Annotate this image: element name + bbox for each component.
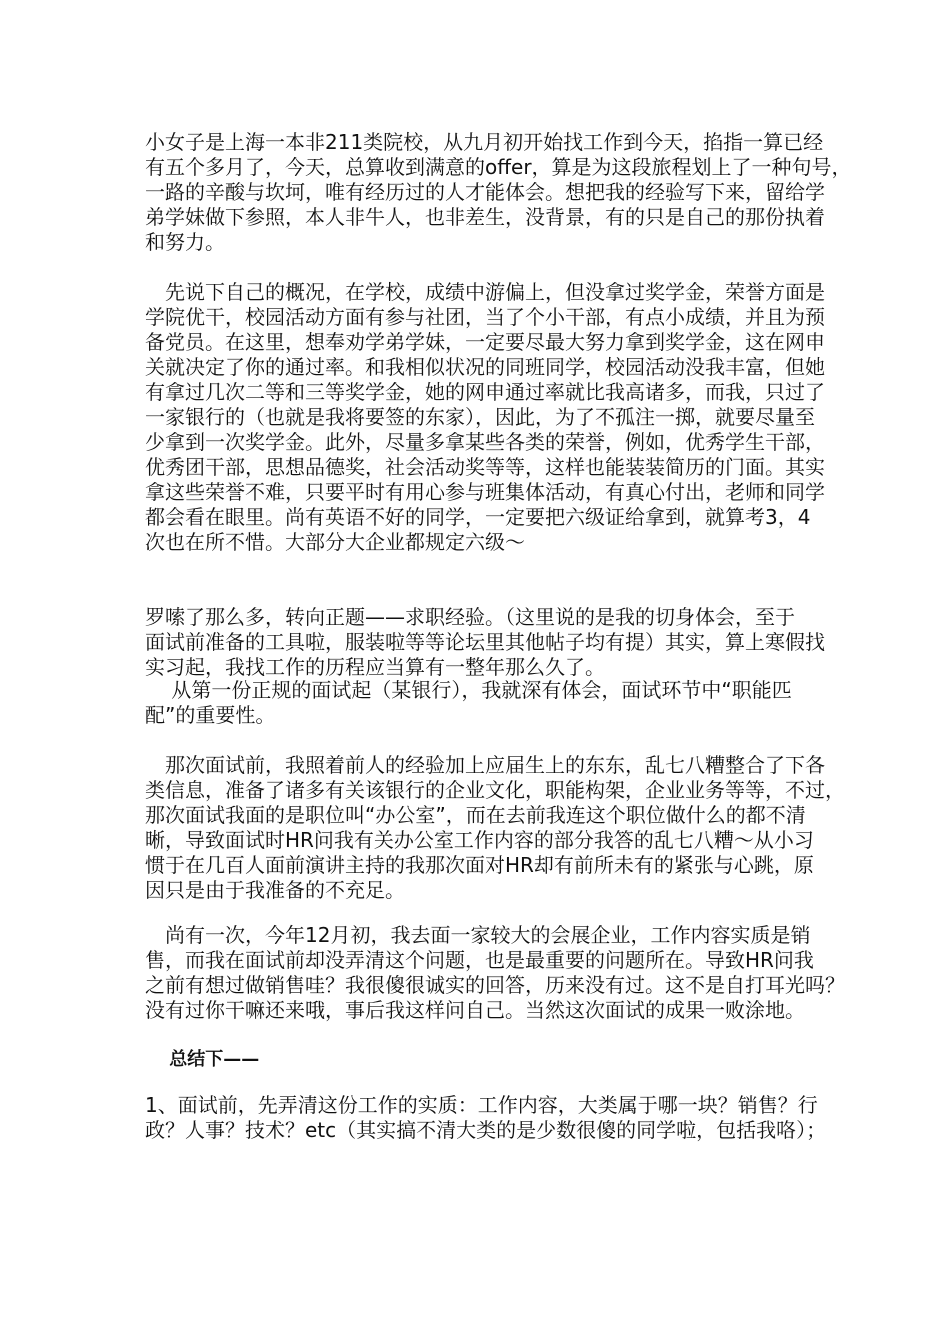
- text-line: 配”的重要性。: [145, 703, 276, 727]
- summary-item-1: [145, 1093, 825, 1143]
- text-line: 一家银行的（也就是我将要签的东家），因此，为了不孤注一掷，就要尽量至: [145, 405, 815, 429]
- text-line: 拿这些荣誉不难，只要平时有用心参与班集体活动，有真心付出，老师和同学: [145, 480, 825, 504]
- text-line: 优秀团干部，思想品德奖，社会活动奖等等，这样也能装装简历的门面。其实: [145, 455, 825, 479]
- text-line: 类信息，准备了诸多有关该银行的企业文化，职能构架，企业业务等等，不过，: [145, 778, 845, 802]
- text-line: 有五个多月了，今天，总算收到满意的offer，算是为这段旅程划上了一种句号，: [145, 155, 852, 179]
- text-line: 总结下——: [145, 1049, 260, 1070]
- text-line: 那次面试我面的是职位叫“办公室”，而在去前我连这个职位做什么的都不清: [145, 803, 806, 827]
- paragraph-sales-interview: [145, 923, 845, 1023]
- text-line: 政？人事？技术？etc（其实搞不清大类的是少数很傻的同学啦，包括我咯）；: [145, 1118, 827, 1142]
- text-line: 罗嗦了那么多，转向正题——求职经验。（这里说的是我的切身体会，至于: [145, 605, 795, 629]
- text-line: 惯于在几百人面前演讲主持的我那次面对HR却有前所未有的紧张与心跳，原: [145, 853, 814, 877]
- text-line: 晰，导致面试时HR问我有关办公室工作内容的部分我答的乱七八糟～从小习: [145, 828, 814, 852]
- text-line: 都会看在眼里。尚有英语不好的同学，一定要把六级证给拿到，就算考3，4: [145, 505, 811, 529]
- text-line: 学院优干，校园活动方面有参与社团，当了个小干部，有点小成绩，并且为预: [145, 305, 825, 329]
- text-line: 少拿到一次奖学金。此外，尽量多拿某些各类的荣誉，例如，优秀学生干部，: [145, 430, 825, 454]
- text-line: 面试前准备的工具啦，服装啦等等论坛里其他帖子均有提）其实，算上寒假找: [145, 630, 825, 654]
- text-line: 小女子是上海一本非211类院校，从九月初开始找工作到今天，掐指一算已经: [145, 130, 824, 154]
- text-line: 没有过你干嘛还来哦，事后我这样问自己。当然这次面试的成果一败涂地。: [145, 998, 805, 1022]
- text-line: 次也在所不惜。大部分大企业都规定六级～: [145, 530, 525, 554]
- text-line: 售，而我在面试前却没弄清这个问题，也是最重要的问题所在。导致HR问我: [145, 948, 814, 972]
- text-line: 和努力。: [145, 230, 225, 254]
- summary-heading: [145, 1047, 825, 1072]
- text-line: 那次面试前，我照着前人的经验加上应届生上的东东，乱七八糟整合了下各: [145, 753, 825, 777]
- text-line: 因只是由于我准备的不充足。: [145, 878, 405, 902]
- text-line: 实习起，我找工作的历程应当算有一整年那么久了。: [145, 655, 605, 679]
- text-line: 一路的辛酸与坎坷，唯有经历过的人才能体会。想把我的经验写下来，留给学: [145, 180, 825, 204]
- text-line: 关就决定了你的通过率。和我相似状况的同班同学，校园活动没我丰富，但她: [145, 355, 825, 379]
- paragraph-job-hunting: [145, 605, 825, 680]
- text-line: 备党员。在这里，想奉劝学弟学妹，一定要尽最大努力拿到奖学金，这在网申: [145, 330, 825, 354]
- text-line: 之前有想过做销售哇？我很傻很诚实的回答，历来没有过。这不是自打耳光吗？: [145, 973, 845, 997]
- text-line: 1、面试前，先弄清这份工作的实质：工作内容，大类属于哪一块？销售？行: [145, 1093, 818, 1117]
- paragraph-first-interview: [145, 678, 825, 728]
- text-line: 先说下自己的概况，在学校，成绩中游偏上，但没拿过奖学金，荣誉方面是: [145, 280, 825, 304]
- text-line: 从第一份正规的面试起（某银行），我就深有体会，面试环节中“职能匹: [145, 678, 792, 702]
- paragraph-intro: [145, 130, 852, 255]
- paragraph-background: [145, 280, 825, 555]
- text-line: 弟学妹做下参照，本人非牛人，也非差生，没背景，有的只是自己的那份执着: [145, 205, 825, 229]
- paragraph-office-interview: [145, 753, 845, 903]
- text-line: 尚有一次，今年12月初，我去面一家较大的会展企业，工作内容实质是销: [145, 923, 811, 947]
- text-line: 有拿过几次二等和三等奖学金，她的网申通过率就比我高诸多，而我，只过了: [145, 380, 825, 404]
